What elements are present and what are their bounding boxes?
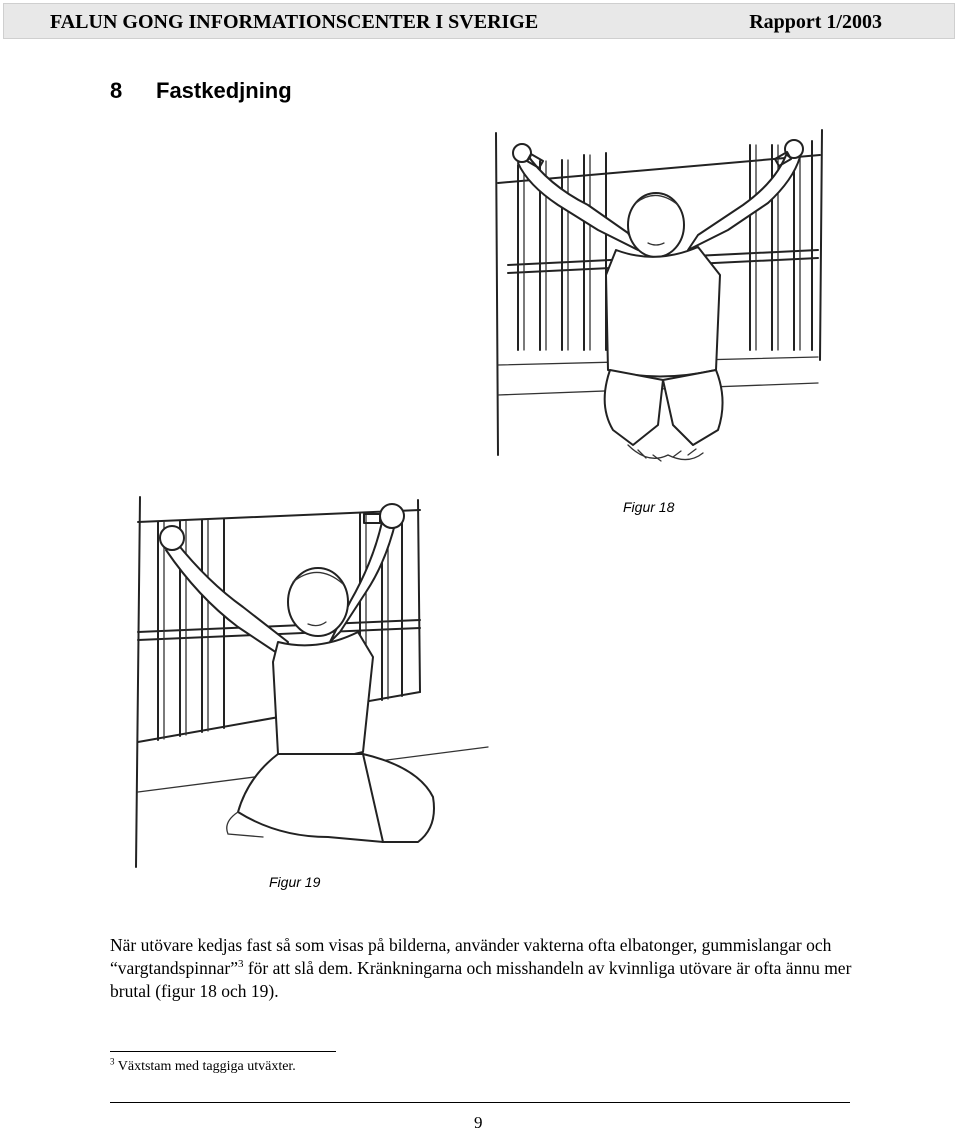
- body-text-part-1: När utövare kedjas fast så som visas på bilderna, använder vakterna ofta elbatonger, gummislangar och “vargtandspinnar”: [110, 935, 832, 978]
- figure-19-caption: Figur 19: [269, 874, 321, 890]
- section-number: 8: [110, 78, 123, 103]
- section-title: Fastkedjning: [156, 78, 292, 103]
- body-text-part-2: för att slå dem. Kränkningarna och misshandeln av kvinnliga utövare är ofta ännu mer brutal (figur 18 och 19).: [110, 958, 852, 1001]
- footnote: [110, 1056, 296, 1075]
- section-heading: [110, 78, 292, 104]
- report-header: [3, 3, 955, 39]
- header-report-number: Rapport 1/2003: [749, 11, 882, 33]
- footnote-marker: 3: [110, 1056, 115, 1067]
- figure-19-drawing: [128, 492, 493, 872]
- header-organization: FALUN GONG INFORMATIONSCENTER I SVERIGE: [50, 11, 539, 33]
- footnote-text: Växtstam med taggiga utväxter.: [114, 1059, 296, 1074]
- body-paragraph: [110, 934, 870, 1003]
- page-number: 9: [474, 1113, 483, 1132]
- figure-18-caption: Figur 18: [623, 499, 675, 515]
- footnote-separator: [110, 1051, 336, 1052]
- figure-18-drawing: [488, 125, 828, 475]
- footnote-reference[interactable]: 3: [237, 958, 244, 971]
- footer-rule: [110, 1102, 850, 1103]
